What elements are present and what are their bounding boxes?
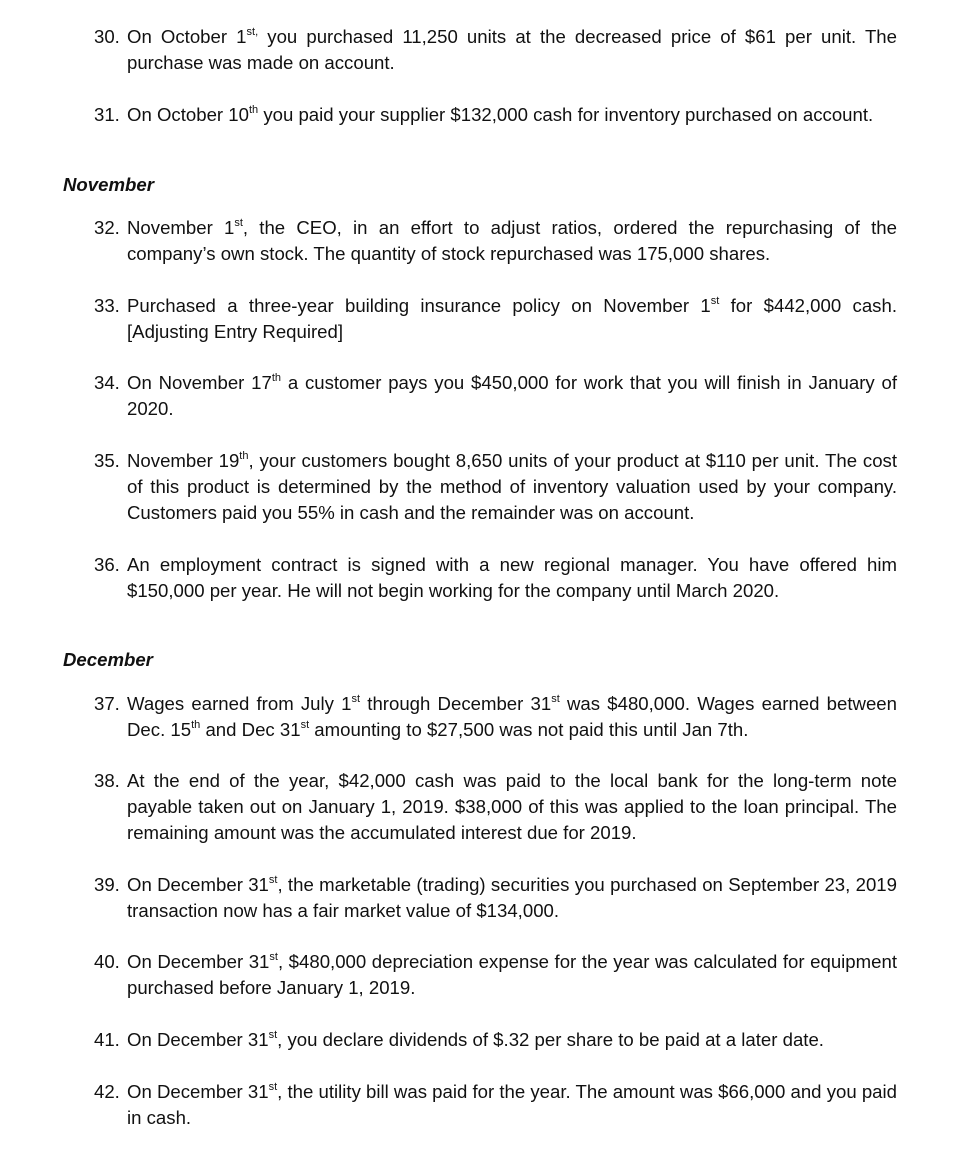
item-text: On November 17th a customer pays you $450,000 for work that you will finish in January of 2020. <box>127 371 897 419</box>
list-item <box>94 1027 897 1053</box>
item-number: 34. <box>94 372 120 393</box>
section-heading-november: November <box>63 174 154 195</box>
item-number: 36. <box>94 554 120 575</box>
item-text: On October 10th you paid your supplier $132,000 cash for inventory purchased on account. <box>127 103 874 125</box>
item-text: On December 31st, the utility bill was paid for the year. The amount was $66,000 and you paid in cash. <box>127 1080 897 1128</box>
item-number: 35. <box>94 450 120 471</box>
item-number: 37. <box>94 693 120 714</box>
list-item <box>94 691 897 743</box>
item-text: On December 31st, $480,000 depreciation expense for the year was calculated for equipment purchased before January 1, 2019. <box>127 950 897 998</box>
item-number: 41. <box>94 1029 120 1050</box>
item-number: 32. <box>94 217 120 238</box>
list-item <box>94 872 897 924</box>
item-text: Wages earned from July 1st through December 31st was $480,000. Wages earned between Dec. 15th and Dec 31st amounting to $27,500 was not paid this until Jan 7th. <box>127 692 897 740</box>
list-item <box>94 102 897 128</box>
list-item <box>94 24 897 76</box>
item-number: 31. <box>94 104 120 125</box>
item-number: 40. <box>94 951 120 972</box>
list-item <box>94 215 897 267</box>
item-text: November 19th, your customers bought 8,650 units of your product at $110 per unit. The cost of this product is determined by the method of inventory valuation used by your company. Customers paid you 55% in cash and the remainder was on account. <box>127 449 897 523</box>
item-text: Purchased a three-year building insurance policy on November 1st for $442,000 cash. [Adjusting Entry Required] <box>127 294 897 342</box>
list-item <box>94 1079 897 1131</box>
list-item <box>94 949 897 1001</box>
item-number: 33. <box>94 295 120 316</box>
list-item <box>94 293 897 345</box>
list-item <box>94 370 897 422</box>
item-text: On December 31st, you declare dividends of $.32 per share to be paid at a later date. <box>127 1028 824 1050</box>
item-number: 39. <box>94 874 120 895</box>
item-text: On October $1^{st,}$ you purchased 11,250 units at the decreased price of $61 per unit. The purchase was made on account. <box>127 25 897 73</box>
item-text: On December 31st, the marketable (trading) securities you purchased on September 23, 2019 transaction now has a fair market value of $134,000. <box>127 873 897 921</box>
item-number: 30. <box>94 26 120 47</box>
list-item <box>94 552 897 604</box>
section-heading-december: December <box>63 649 153 670</box>
item-text: At the end of the year, $42,000 cash was paid to the local bank for the long-term note payable taken out on January 1, 2019. $38,000 of this was applied to the loan principal. The remaining amount was the accumulated interest due for 2019. <box>127 770 897 843</box>
item-number: 42. <box>94 1081 120 1102</box>
item-number: 38. <box>94 770 120 791</box>
item-text: November 1st, the CEO, in an effort to adjust ratios, ordered the repurchasing of the company’s own stock. The quantity of stock repurchased was 175,000 shares. <box>127 216 897 264</box>
list-item <box>94 768 897 846</box>
item-text: An employment contract is signed with a new regional manager. You have offered him $150,000 per year. He will not begin working for the company until March 2020. <box>127 554 897 601</box>
list-item <box>94 448 897 526</box>
